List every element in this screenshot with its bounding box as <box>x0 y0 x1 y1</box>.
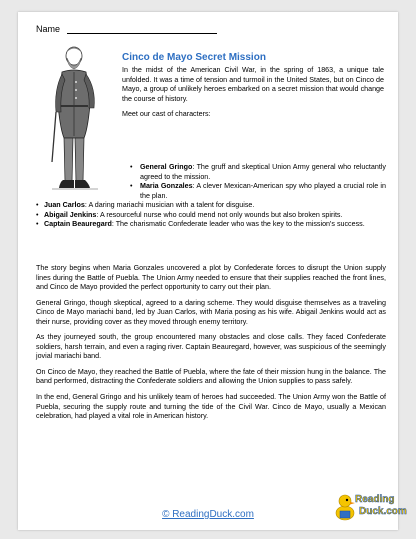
name-field[interactable] <box>36 24 217 34</box>
intro-section <box>122 66 384 126</box>
readingduck-link[interactable]: © ReadingDuck.com <box>162 509 254 520</box>
story-paragraph: In the end, General Gringo and his unlikely team of heroes had succeeded. The Union Army won the Battle of Puebla, securing the supply route and turning the tide of the Civil War. Cinco de Mayo, usually a Mexican celebration, had played a vital role in American history. <box>36 393 386 421</box>
cast-item: • Juan Carlos: A daring mariachi musician with a talent for disguise. <box>36 201 386 211</box>
duck-icon <box>336 495 355 520</box>
worksheet-page <box>18 12 407 530</box>
cast-item: • General Gringo: The gruff and skeptical Union Army general who reluctantly agreed to the mission. <box>36 163 386 182</box>
reading-duck-logo <box>334 486 407 526</box>
story-paragraph: General Gringo, though skeptical, agreed to a daring scheme. They would disguise themselves as a traveling Cinco de Mayo mariachi band, led by Juan Carlos, with Maria posing as his wife. Abigail Jenkins would act as their nurse, providing cover as they moved through enemy territory. <box>36 298 386 326</box>
name-label: Name <box>36 24 61 34</box>
svg-text:Reading: Reading <box>355 494 395 505</box>
cast-item: • Captain Beauregard: The charismatic Confederate leader who was the key to the mission's success. <box>36 220 386 230</box>
story-paragraph: On Cinco de Mayo, they reached the Battle of Puebla, where the fate of their mission hung in the balance. The band performed, distracting the Confederate soldiers and allowing the Union supplies to pass safely. <box>36 367 386 386</box>
svg-text:Duck.com: Duck.com <box>359 506 407 517</box>
story-title: Cinco de Mayo Secret Mission <box>122 52 266 63</box>
cast-list <box>36 163 386 230</box>
story-paragraph: As they journeyed south, the group encountered many obstacles and close calls. They faced Confederate soldiers, harsh terrain, and even a raging river. Captain Beauregard, however, was suspicious of the seemingly jovial mariachi band. <box>36 333 386 361</box>
story-paragraph: The story begins when Maria Gonzales uncovered a plot by Confederate forces to disrupt the Union supply lines during the Battle of Puebla. The Union Army needed to ensure that their supplies reached the front lines, and Cinco de Mayo provided the perfect opportunity to carry out their plan. <box>36 264 386 292</box>
cast-item: • Maria Gonzales: A clever Mexican-American spy who played a crucial role in the plan. <box>36 182 386 201</box>
intro-paragraph: In the midst of the American Civil War, in the spring of 1863, a unique tale unfolded. It was a time of tension and turmoil in the United States, but on Cinco de Mayo, a group of unlikely heroes embarked on a secret mission that would change the course of history. <box>122 66 384 103</box>
cast-item: • Abigail Jenkins: A resourceful nurse who could mend not only wounds but also broken spirits. <box>36 211 386 221</box>
cast-intro: Meet our cast of characters: <box>122 110 211 119</box>
name-line[interactable] <box>67 25 217 34</box>
story-body <box>36 264 386 428</box>
